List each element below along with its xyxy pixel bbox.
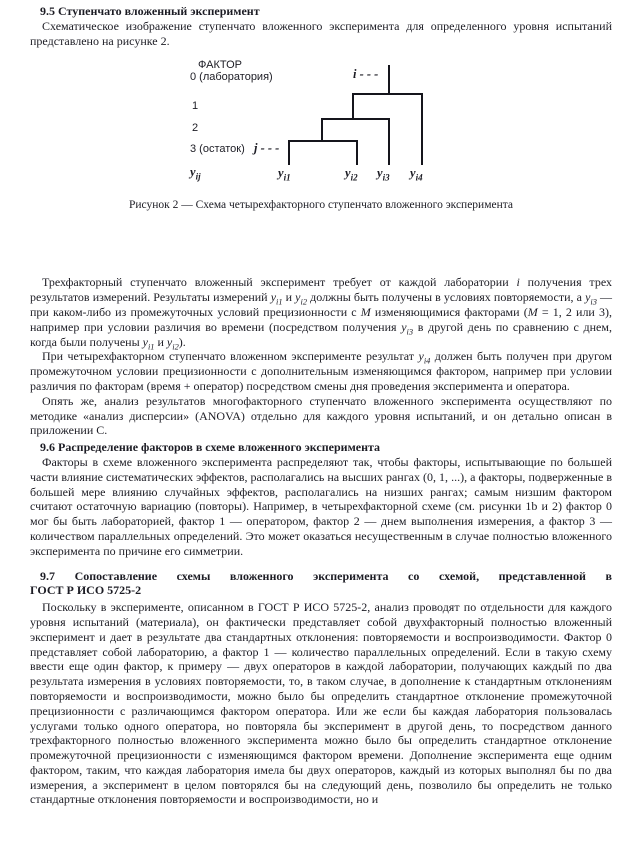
tree-root-line bbox=[388, 65, 390, 93]
section-9-7-heading-line1: 9.7 Сопоставление схемы вложенного эксперимента со схемой, представленной в bbox=[40, 568, 612, 583]
tree-level2-bar bbox=[288, 140, 358, 142]
figure-rank-3-label: 3 (остаток) bbox=[190, 143, 245, 156]
figure-yi1-label: $y_{i1}$ bbox=[278, 166, 291, 183]
intro-paragraph: Схематическое изображение ступенчато вложенного эксперимента для определенного уровня испытаний представлено на рисунке 2. bbox=[30, 18, 612, 48]
tree-branch-yi3-line bbox=[388, 118, 390, 165]
tree-level0-bar bbox=[352, 93, 423, 95]
figure-yi4-label: $y_{i4}$ bbox=[410, 166, 423, 183]
section-9-7-heading bbox=[30, 569, 612, 599]
figure-rank-2-label: 2 bbox=[192, 122, 199, 135]
section-9-7-heading-line2: ГОСТ Р ИСО 5725-2 bbox=[30, 583, 142, 598]
paragraph-four-factor: При четырехфакторном ступенчато вложенном эксперименте результат $y_{i4}$ должен быть получен при другом промежуточном условии прецизионности с дополнительным изменяющимся фактором, например при условии различия по факторам (время + оператор) посредством смены дня проведения эксперимента и оператора. bbox=[30, 349, 613, 393]
figure-yi2-label: $y_{i2}$ bbox=[345, 166, 358, 183]
figure-2-caption: Рисунок 2 — Схема четырехфакторного ступенчато вложенного эксперимента bbox=[128, 199, 514, 212]
section-spacer bbox=[30, 213, 612, 275]
tree-branch-yi4-line bbox=[421, 93, 423, 165]
tree-level0-drop-line bbox=[352, 93, 354, 118]
section-9-5-heading: 9.5 Ступенчато вложенный эксперимент bbox=[40, 4, 260, 18]
tree-branch-yi2-line bbox=[356, 140, 358, 165]
section-9-6-heading: 9.6 Распределение факторов в схеме вложенного эксперимента bbox=[40, 440, 381, 455]
figure-rank-1-label: 1 bbox=[192, 100, 199, 113]
tree-level1-bar bbox=[321, 118, 390, 120]
figure-yi3-label: $y_{i3}$ bbox=[377, 166, 390, 183]
figure-i-index-label: i - - - bbox=[353, 67, 379, 82]
paragraph-anova: Опять же, анализ результатов многофакторного ступенчато вложенного эксперимента осуществляют по методике «анализ дисперсии» (ANOVA) отдельно для каждого уровня испытаний, и он детально описан в приложении С. bbox=[30, 393, 612, 438]
figure-rank-0-label: 0 (лаборатория) bbox=[190, 71, 273, 84]
tree-level1-drop-line bbox=[321, 118, 323, 140]
paragraph-three-factor: Трехфакторный ступенчато вложенный эксперимент требует от каждой лаборатории i получения трех результатов измерений. Результаты измерений $y_{i1}$ и $y_{i2}$ должны быть получены в условиях повторяемости, а $y_{i3}$ — при каком-либо из промежуточных условий прецизионности с M изменяющимися факторами (M = 1, 2 или 3), например при условии различия во времени (посредством получения $y_{i3}$ в другой день по сравнению с днем, когда были получены $y_{i1}$ и $y_{i2}$). bbox=[30, 275, 613, 351]
tree-branch-yi1-line bbox=[288, 140, 290, 165]
figure-2-diagram bbox=[190, 60, 480, 186]
figure-factor-header: ФАКТОР bbox=[198, 59, 242, 72]
figure-j-index-label: j - - - bbox=[254, 141, 280, 156]
paragraph-gost-comparison: Поскольку в эксперименте, описанном в ГОСТ Р ИСО 5725-2, анализ проводят по отдельности для каждого уровня испытаний (материала), он фактически представляет собой двухфакторный полностью вложенный эксперимент и дает в результате два стандартных отклонения: повторяемости и воспроизводимости. Фактор 0 представляет собой лабораторию, а фактор 1 — количество параллельных определений. Если в такую схему ввести еще один фактор, к примеру — двух операторов в каждой лаборатории, получающих каждый по два результата измерения в условиях повторяемости, то, в таком случае, в дополнение к стандартным отклонениям повторяемости и воспроизводимости, можно было бы определить стандартное отклонение промежуточной прецизионности с различающимся фактором оператора. Или же если бы каждая лаборатория пользовалась услугами только одного оператора, но повторяла бы эксперимент в другой день, то посредством данного трехфакторного полностью вложенного эксперимента можно было бы определить стандартное отклонение промежуточной прецизионности с изменяющимся фактором времени. Дополнение эксперимента еще одним фактором, таким, что каждая лаборатория имела бы двух операторов, каждый из которых выполнял бы по два измерения, а эксперимент в целом повторялся бы на следующий день, позволило бы определить не только стандартные отклонения повторяемости и воспроизводимости, но и bbox=[30, 600, 612, 807]
paragraph-factor-allocation: Факторы в схеме вложенного эксперимента распределяют так, чтобы факторы, испытывающие по большей части влияние систематических эффектов, располагались на высших рангах (0, 1, ...), а факторы, подверженные в большей мере влиянию случайных эффектов, располагались на низших рангах; самым низшим фактором считают остаточную вариацию (повторы). Например, в четырехфакторной схеме (см. рисунки 1b и 2) фактор 0 мог бы быть лабораторией, фактор 1 — оператором, фактор 2 — днем выполнения измерения, а фактор 3 — количеством параллельных определений. Это может оказаться несущественным в случае полностью вложенного эксперимента по причине его симметрии. bbox=[30, 454, 612, 558]
figure-yij-label: $y_{ij}$ bbox=[190, 165, 201, 182]
